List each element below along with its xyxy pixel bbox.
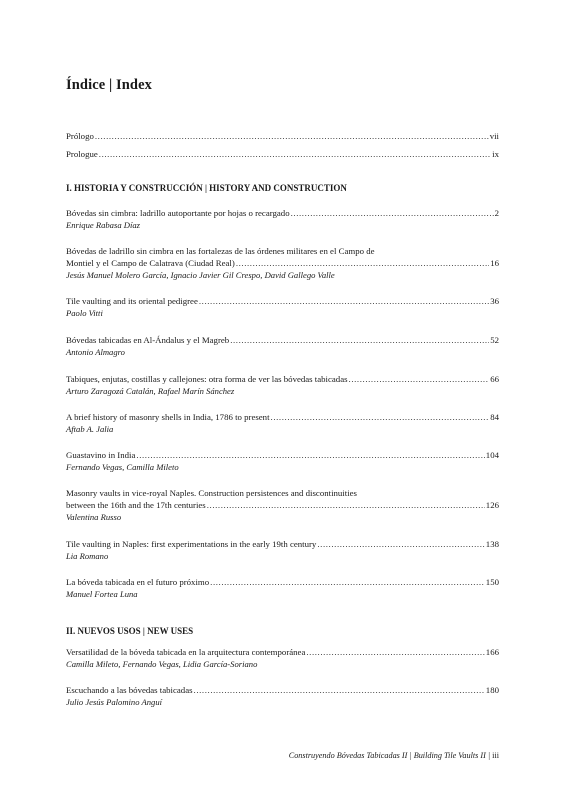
dot-leader [194,684,485,696]
entry-author: Paolo Vitti [66,308,103,318]
entry-author: Julio Jesús Palomino Anguí [66,697,163,707]
entry-title: Tabiques, enjutas, costillas y callejones: otra forma de ver las bóvedas tabicadas [66,374,348,384]
entry-page: 150 [485,577,499,587]
entry-page: 36 [490,296,499,306]
dot-leader [317,538,484,550]
page-footer [289,751,499,760]
entry-title: Prologue [66,149,98,159]
toc-entry[interactable] [66,207,499,231]
entry-page: 180 [485,685,499,695]
entry-title: La bóveda tabicada en el futuro próximo [66,577,210,587]
dot-leader [349,373,490,385]
entry-author: Enrique Rabasa Díaz [66,220,140,230]
dot-leader [199,295,489,307]
footer-separator: | [487,751,491,760]
toc-entry[interactable] [66,245,499,281]
section-heading-new-uses: II. NUEVOS USOS | NEW USES [66,626,194,636]
dot-leader [210,576,485,588]
entry-title-line1: Bóvedas de ladrillo sin cimbra en las fortalezas de las órdenes militares en el Campo de [66,246,375,256]
entry-title: Escuchando a las bóvedas tabicadas [66,685,193,695]
entry-author: Arturo Zaragozá Catalán, Rafael Marín Sánchez [66,386,235,396]
toc-page [66,0,499,800]
entry-author: Jesús Manuel Molero García, Ignacio Javier Gil Crespo, David Gallego Valle [66,270,335,280]
toc-entry[interactable] [66,646,499,670]
entry-page: 2 [494,208,499,218]
entry-author: Camilla Mileto, Fernando Vegas, Lidia García-Soriano [66,659,258,669]
toc-entry[interactable] [66,295,499,319]
entry-title: Bóvedas sin cimbra: ladrillo autoportante por hojas o recargado [66,208,290,218]
entry-title-line1: Masonry vaults in vice-royal Naples. Construction persistences and discontinuities [66,488,357,498]
dot-leader [236,257,489,269]
dot-leader [99,148,491,160]
entry-title: Prólogo [66,131,94,141]
entry-page: 66 [490,374,499,384]
dot-leader [207,499,485,511]
toc-entry[interactable] [66,487,499,523]
dot-leader [95,130,489,142]
entry-page: 84 [490,412,499,422]
page-title: Índice | Index [66,77,152,93]
entry-author: Valentina Russo [66,512,122,522]
toc-entry[interactable] [66,411,499,435]
dot-leader [271,411,490,423]
entry-page: 166 [485,647,499,657]
footer-page-number: iii [492,751,499,760]
footer-book-title: Construyendo Bóvedas Tabicadas II | Building Tile Vaults II [288,751,486,760]
dot-leader [306,646,484,658]
toc-entry[interactable] [66,373,499,397]
entry-page: 104 [485,450,499,460]
toc-entry[interactable] [66,576,499,600]
toc-entry[interactable] [66,684,499,708]
entry-title: Bóvedas tabicadas en Al-Ándalus y el Magreb [66,335,230,345]
toc-entry[interactable] [66,334,499,358]
entry-page: 138 [485,539,499,549]
entry-author: Aftab A. Jalia [66,424,114,434]
entry-title: Versatilidad de la bóveda tabicada en la arquitectura contemporánea [66,647,306,657]
dot-leader [291,207,494,219]
toc-entry[interactable] [66,449,499,473]
toc-entry-prologo[interactable] [66,130,499,142]
entry-author: Fernando Vegas, Camilla Mileto [66,462,179,472]
entry-page: vii [489,131,499,141]
dot-leader [136,449,484,461]
entry-title: Tile vaulting in Naples: first experimentations in the early 19th century [66,539,317,549]
toc-entry[interactable] [66,538,499,562]
entry-title: Tile vaulting and its oriental pedigree [66,296,198,306]
entry-title: between the 16th and the 17th centuries [66,500,206,510]
entry-page: 16 [490,258,499,268]
entry-author: Lia Romano [66,551,109,561]
toc-entry-prologue[interactable] [66,148,499,160]
entry-page: 126 [485,500,499,510]
entry-title: Guastavino in India [66,450,136,460]
dot-leader [230,334,489,346]
entry-author: Antonio Almagro [66,347,125,357]
entry-title: Montiel y el Campo de Calatrava (Ciudad Real) [66,258,235,268]
entry-page: ix [492,149,499,159]
section-heading-history: I. HISTORIA Y CONSTRUCCIÓN | HISTORY AND CONSTRUCTION [66,183,347,193]
entry-author: Manuel Fortea Luna [66,589,138,599]
entry-page: 52 [490,335,499,345]
entry-title: A brief history of masonry shells in India, 1786 to present [66,412,270,422]
